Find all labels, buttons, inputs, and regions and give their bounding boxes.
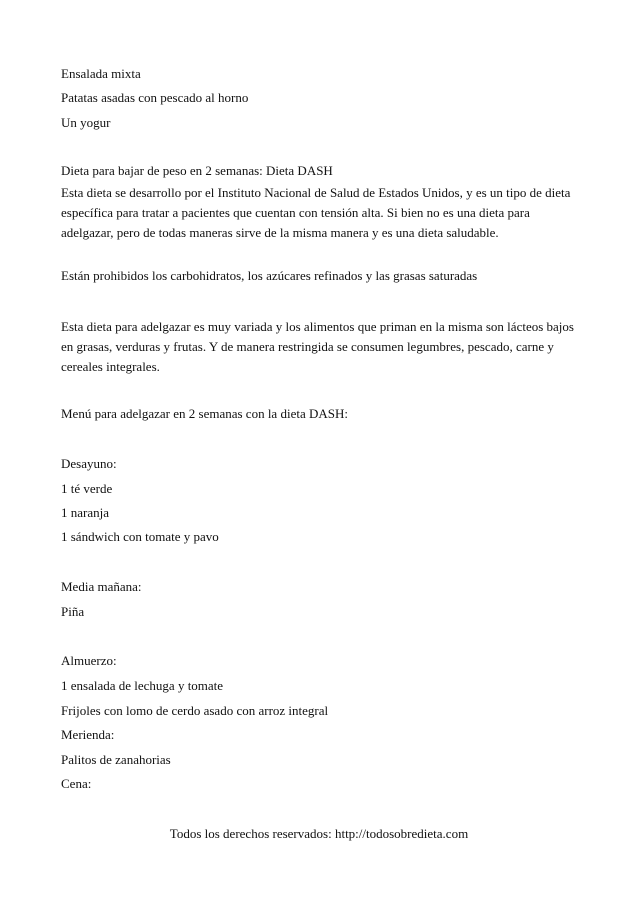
breakfast-item: 1 té verde bbox=[61, 481, 113, 496]
foods-paragraph: Esta dieta para adelgazar es muy variada y los alimentos que priman en la misma son lácteos bajos en grasas, verduras y frutas. Y de manera restringida se consumen legumbres, pescado, carne y cereales integrales. bbox=[61, 319, 574, 374]
lunch-item: 1 ensalada de lechuga y tomate bbox=[61, 678, 224, 693]
page-footer bbox=[0, 826, 638, 842]
intro-paragraph: Esta dieta se desarrollo por el Instituto Nacional de Salud de Estados Unidos, y es un tipo de dieta específica para tratar a pacientes que cuentan con tensión alta. Si bien no es una dieta para adelgazar, pero de todas maneras sirve de la misma manera y es una dieta saludable. bbox=[61, 185, 571, 240]
breakfast-item: 1 sándwich con tomate y pavo bbox=[61, 529, 219, 544]
meal-label-midmorning: Media mañana: bbox=[61, 579, 142, 594]
meal-label-dinner: Cena: bbox=[61, 776, 92, 791]
breakfast-item: 1 naranja bbox=[61, 505, 110, 520]
meal-label-lunch: Almuerzo: bbox=[61, 653, 117, 668]
footer-copyright: Todos los derechos reservados: http://todosobredieta.com bbox=[169, 826, 469, 841]
midmorning-item: Piña bbox=[61, 604, 85, 619]
section-title: Dieta para bajar de peso en 2 semanas: Dieta DASH bbox=[61, 163, 333, 178]
meal-label-snack: Merienda: bbox=[61, 727, 115, 742]
prohibited-foods-line: Están prohibidos los carbohidratos, los azúcares refinados y las grasas saturadas bbox=[61, 268, 478, 283]
snack-item: Palitos de zanahorias bbox=[61, 752, 171, 767]
menu-item: Ensalada mixta bbox=[61, 66, 141, 81]
menu-item: Un yogur bbox=[61, 115, 111, 130]
menu-title: Menú para adelgazar en 2 semanas con la dieta DASH: bbox=[61, 406, 348, 421]
menu-item: Patatas asadas con pescado al horno bbox=[61, 90, 249, 105]
lunch-item: Frijoles con lomo de cerdo asado con arroz integral bbox=[61, 703, 329, 718]
meal-label-breakfast: Desayuno: bbox=[61, 456, 117, 471]
